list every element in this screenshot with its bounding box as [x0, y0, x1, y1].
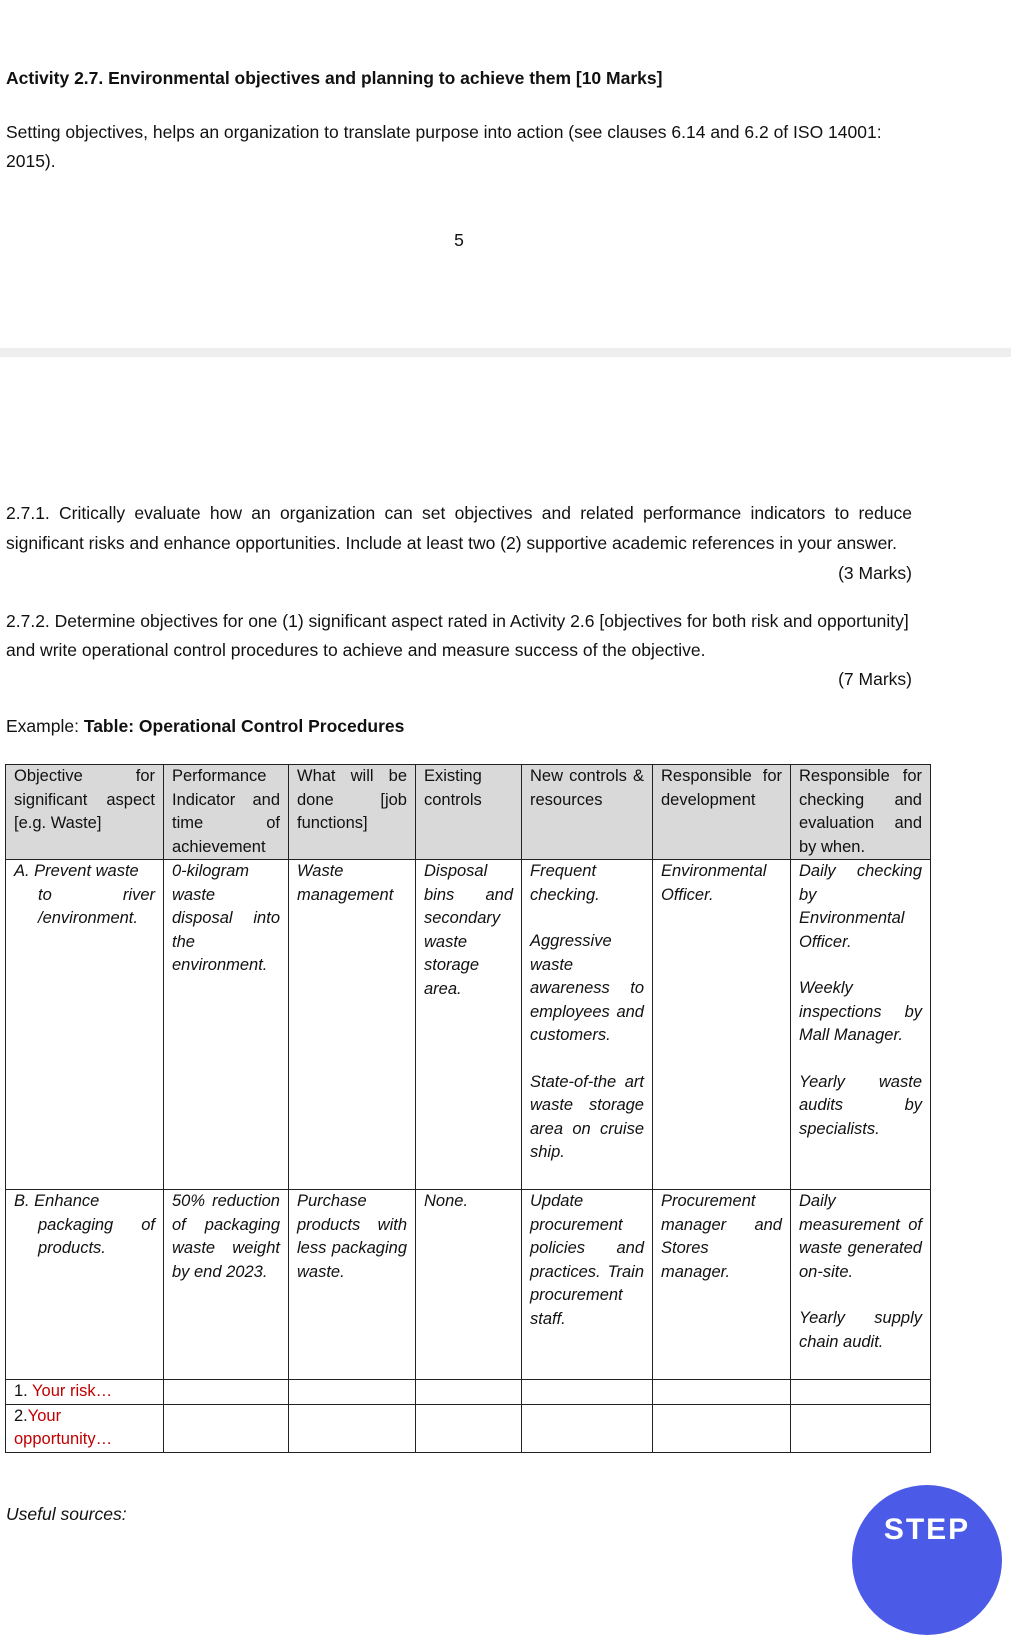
- question-marks: (3 Marks): [838, 563, 912, 583]
- responsible-cell: Procurement manager and Stores manager.: [653, 1190, 791, 1380]
- new-controls-cell: [522, 860, 653, 1190]
- empty-cell: [164, 1380, 289, 1405]
- indicator-cell: 0-kilogram waste disposal into the environment.: [164, 860, 289, 1190]
- responsible-cell: Environmental Officer.: [653, 860, 791, 1190]
- action-cell: Purchase products with less packaging waste.: [289, 1190, 416, 1380]
- indicator-cell: 50% reduction of packaging waste weight by end 2023.: [164, 1190, 289, 1380]
- activity-heading: Activity 2.7. Environmental objectives and planning to achieve them [10 Marks]: [6, 68, 663, 88]
- check-item: Weekly inspections by Mall Manager.: [799, 979, 922, 1044]
- row-number: 1.: [14, 1382, 33, 1400]
- risk-placeholder: Your risk…: [32, 1382, 113, 1400]
- step-badge-label: STEP: [883, 1513, 971, 1546]
- empty-cell: [791, 1404, 931, 1452]
- objective-cell: [6, 1404, 164, 1452]
- table-row: [6, 860, 931, 1190]
- check-item: Daily measurement of waste generated on-site.: [799, 1192, 922, 1281]
- table-row: [6, 1404, 931, 1452]
- action-cell: Waste management: [289, 860, 416, 1190]
- empty-cell: [791, 1380, 931, 1405]
- empty-cell: [289, 1380, 416, 1405]
- header-cell: Objective for significant aspect [e.g. Waste]: [6, 765, 164, 860]
- existing-controls-cell: Disposal bins and secondary waste storage area.: [416, 860, 522, 1190]
- empty-cell: [416, 1380, 522, 1405]
- question-text: 2.7.1. Critically evaluate how an organization can set objectives and related performance indicators to reduce significant risks and enhance opportunities. Include at least two (2) supportive academic references in your answer.: [6, 503, 912, 553]
- example-prefix: Example:: [6, 716, 84, 736]
- example-table-title: Table: Operational Control Procedures: [83, 716, 405, 736]
- empty-cell: [416, 1404, 522, 1452]
- checking-cell: [791, 860, 931, 1190]
- empty-cell: [522, 1380, 653, 1405]
- header-cell: Existing controls: [416, 765, 522, 860]
- objective-cell: [6, 1190, 164, 1380]
- page-number: 5: [454, 230, 464, 250]
- existing-controls-cell: None.: [416, 1190, 522, 1380]
- question-marks: (7 Marks): [838, 669, 912, 689]
- objective-text: to river /environment.: [38, 885, 155, 927]
- checking-cell: [791, 1190, 931, 1380]
- page-separator: [0, 348, 1011, 357]
- question-2-7-2: [6, 607, 912, 694]
- new-control-item: State-of-the art waste storage area on cruise ship.: [530, 1072, 644, 1161]
- new-control-item: Frequent checking.: [530, 862, 600, 904]
- objective-label: A. Prevent waste: [14, 862, 139, 880]
- header-cell: Responsible for checking and evaluation and by when.: [791, 765, 931, 860]
- header-cell: New controls & resources: [522, 765, 653, 860]
- opportunity-placeholder: Your opportunity…: [14, 1406, 113, 1448]
- question-2-7-1: [6, 498, 912, 588]
- header-cell: Performance Indicator and time of achievement: [164, 765, 289, 860]
- example-caption: [6, 716, 404, 737]
- check-item: Yearly waste audits by specialists.: [799, 1072, 922, 1138]
- empty-cell: [653, 1380, 791, 1405]
- header-cell: Responsible for development: [653, 765, 791, 860]
- table-row: [6, 1380, 931, 1405]
- intro-paragraph: Setting objectives, helps an organization to translate purpose into action (see clauses 6.14 and 6.2 of ISO 14001: 2015).: [6, 122, 882, 171]
- check-item: Daily checking by Environmental Officer.: [799, 862, 922, 951]
- new-control-item: Aggressive waste awareness to employees and customers.: [530, 932, 644, 1044]
- empty-cell: [522, 1404, 653, 1452]
- objective-cell: [6, 1380, 164, 1405]
- empty-cell: [653, 1404, 791, 1452]
- operational-control-table: [5, 764, 931, 1453]
- useful-sources-label: Useful sources:: [6, 1504, 127, 1524]
- table-row: [6, 1190, 931, 1380]
- check-item: Yearly supply chain audit.: [799, 1309, 922, 1351]
- row-number: 2.: [14, 1406, 28, 1425]
- empty-cell: [289, 1404, 416, 1452]
- empty-cell: [164, 1404, 289, 1452]
- objective-label: B. Enhance: [14, 1192, 100, 1210]
- header-cell: What will be done [job functions]: [289, 765, 416, 860]
- new-controls-cell: Update procurement policies and practices. Train procurement staff.: [522, 1190, 653, 1380]
- table-header-row: [6, 765, 931, 860]
- step-badge[interactable]: [852, 1485, 1002, 1635]
- question-text: 2.7.2. Determine objectives for one (1) significant aspect rated in Activity 2.6 [objectives for both risk and opportunity] and write operational control procedures to achieve and measure success of the objective.: [6, 611, 909, 660]
- objective-cell: [6, 860, 164, 1190]
- objective-text: packaging of products.: [38, 1215, 155, 1257]
